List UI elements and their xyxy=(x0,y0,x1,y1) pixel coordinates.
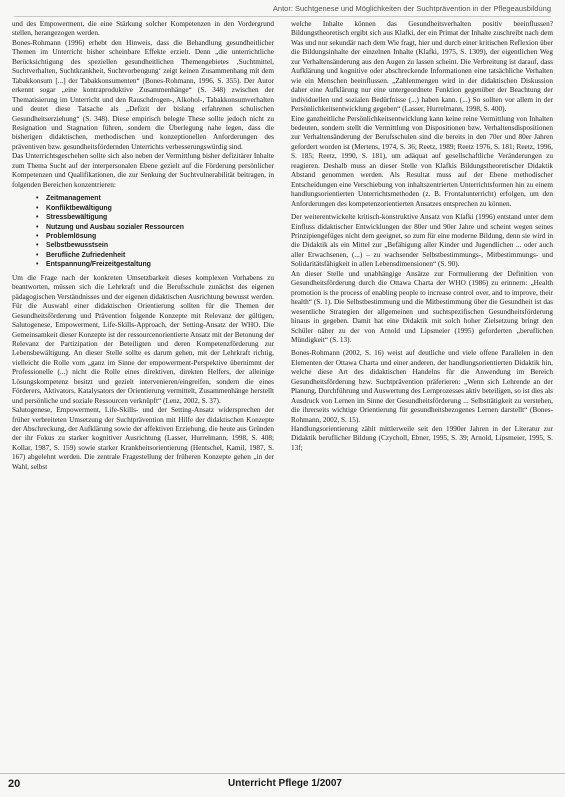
paragraph: welche Inhalte können das Gesundheitsverhalten positiv beeinflussen? Bildungstheoretisch ergibt sich aus Klafki, der ein Primat der Inhalte zuschreibt nach dem Was und nur sekundär nach dem Wie fragt, hier und durch einer kritischen Reflexion über die Bildungsinhalte der einzelnen Inhalte (Klafki, 1975, S. 1309), der eigentlichen Weg zur Verhaltensänderung aus den Augen zu lassen scheint. Die Verbreitung ist darauf, dass Aufklärung und kognitive oder abschreckende Informationen eine tatsächliche Verhalten wie ein Menschen beeinflussen. „Zahlenmengen wird in der didaktischen Diskussion daher eine Aufklärung nur eine untergeordnete Funktion gegenüber der Beachtung der individuellen und sozialen Bedürfnisse (...) haben kann. (...) So sollten vor allem in der Persönlichkeitsentwicklung gegeben“ (Lasser, Hurrelmann, 1998, S. 400). xyxy=(291,20,553,114)
list-item: • Berufliche Zufriedenheit xyxy=(36,251,126,259)
paragraph: An dieser Stelle und unabhängige Ansätze zur Formulierung der Definition von Gesundheitsförderung durch die Ottawa Charta der WHO (1986) zu erinnern: „Health promotion is the process of enabling people to increase control over, and to improve, their health“ (S. 1). Die Selbstbestimmung und die Mitbestimmung über die Gesundheit ist das wesentliche Strategien der allgemeinen und suchtspezifischen Gesundheitsförderung hinaus in gegeben. Damit hat eine Didaktik mit solch hoher Zielsetzung bringt den Schüler näher zu der von Arnold und Lipsmeier (1995) geforderten „beruflichen Mündigkeit“ (S. 13). xyxy=(291,269,553,344)
bullet-icon: • xyxy=(36,223,39,231)
bullet-icon: • xyxy=(36,195,39,203)
list-item: • Konfliktbewältigung xyxy=(36,204,112,212)
paragraph: Um die Frage nach der konkreten Umsetzbarkeit dieses komplexen Vorhabens zu beantworten, müssen sich die Lehrkraft und die Berufsschule zunächst des eigenen pädagogischen Verständnisses und der eigenen didaktischen Ausrichtung bewusst werden. Für die Auswahl einer didaktischen Orientierung sollten für die Themen der Gesundheitsförderung und Prävention folgende Konzepte mit Relevanz der gültigen, Salutogenese, Empowerment, Life-Skills-Approach, der Setting-Ansatz der WHO. Die Gemeinsamkeit dieser Konzepte ist der ressourcenorientierte Ansatz mit der Betonung der Relevanz der Partizipation der Beteiligten und deren Kompetenzförderung zur Lebensbewältigung. An dieser Stelle sollte es darum gehen, mit der Lehrkraft richtig, vielleicht die Rolle vom „ganz im Sinne der empowerment-Perspektive übernimmt der Professionelle (...) nicht die Rolle eines direktiven, direkten Helfers, der alleinige Lösungskompetenz besitzt und gezielt intervenieren/eingreifen, sondern die eines Förderers, Aktivators, Katalysators der Orientierung vermittelt, Zusammenhänge herstellt und persönliche und soziale Ressourcen verknüpft“ (Lenz, 2002, S. 37). xyxy=(12,273,274,405)
bullet-icon: • xyxy=(36,214,39,222)
running-head: Antor: Suchtgenese und Möglichkeiten der Suchtprävention in der Pflegeausbildung xyxy=(14,4,551,17)
paragraph: Salutogenese, Empowerment, Life-Skills- und der Setting-Ansatz widersprechen der früher verbreiteten Umsetzung der Suchtprävention mit Hilfe der didaktischen Konzepte der Abschreckung, der Aufklärung sowie der affektiven Erziehung, die heute aus Gründen der ihr Fokus zu starker kognitiver Ausrichtung (Lasser, Hurrelmann, 1998, S. 408; Kollar, 1987, S. 159) sowie starker Krankheitsorientierung (Hentschel, Kamil, 1987, S. 167) abgelehnt werden. Die zentrale Fragestellung der früheren Konzepte gehen „in der Wahl, selbst xyxy=(12,406,274,471)
bullet-icon: • xyxy=(36,232,39,240)
list-item: • Zeitmanagement xyxy=(36,195,101,203)
paragraph: Eine ganzheitliche Persönlichkeitsentwicklung kann keine reine Vermittlung von Inhalten bedeuten, sondern stellt die Vermittlung von Dispositionen bzw. Verhaltensdispositionen zur Verhaltensänderung der Berufsschulen sind die bereits in den 70er und 80er Jahren gefordert worden ist (Mertens, 1974, S. 36; Reetz, 1989; Reetz 1976, S. 181; Reetz, 1996, S. 185; Reetz, 1990, S. 181), um adäquat auf gesellschaftliche Veränderungen zu reagieren. Deshalb muss an dieser Stelle von Klafkis Bildungstheoretischer Didaktik Abstand genommen werden. Als Resultat muss auf der Ebene methodischer Entscheidungen eine Verschiebung von inhaltszentrierten Unterrichtsformen hin zu einem handlungsorientierten Unterrichtsmethoden (z. B. Frontalunterricht) erfolgen, um den Anforderungen des kompetenzorientierten Ansatzes entsprechen zu können. xyxy=(291,114,553,208)
bullet-icon: • xyxy=(36,261,39,269)
page-number: 20 xyxy=(8,778,21,790)
bullet-icon: • xyxy=(36,242,39,250)
right-column xyxy=(291,20,553,768)
left-column xyxy=(12,20,274,768)
paragraph: Bones-Rohmann (2002, S. 16) weist auf deutliche und viele offene Parallelen in den Elementen der Ottawa Charta und einer anderen, der handlungsorientierten Didaktik hin, welche diese Art des didaktischen Handelns für die Anwendung im Bereich Gesundheitsförderung bzw. Suchtprävention präferieren: „Wenn sich Lehrende an der Planung, Durchführung und Auswertung des Lernprozesses aktiv beteiligen, so ist dies als Ausdruck von Lernen im Sinne der Gesundheitsförderung ... Selbsttätigkeit zu verstehen, die ihrerseits wichtige Orientierung für gesundheitsbezogenes Lernen darstellt“ (Bones-Rohmann, 2002, S. 15). xyxy=(291,349,553,424)
paragraph: Der weiterentwickelte kritisch-konstruktive Ansatz von Klafki (1996) entstand unter dem Einfluss didaktischer Entwicklungen der 80er und 90er Jahre und scheint wegen seines Prinzipiengefüges nicht dem geeignet, so zum für eine moderne Bildung, denn sie wird in die Didaktik als ein Mittel zur „Befähigung aller Kinder und Jugendlichen ... oder auch aller Erwachsenen, (...) – zu wachsender Selbstbestimmungs-, Mitbestimmungs- und Solidaritätsfähigkeit in allen Lebensdimensionen“ (S. 90). xyxy=(291,213,553,269)
list-item: • Stressbewältigung xyxy=(36,214,108,222)
list-item: • Selbstbewusstsein xyxy=(36,242,109,250)
paragraph: Handlungsorientierung zählt mittlerweile seit den 1990er Jahren in der Literatur zur Didaktik beruflicher Bildung (Czycholl, Ebner, 1995, S. 39; Arnold, Lipsmeier, 1995, S. 13f; xyxy=(291,425,553,452)
paragraph: und des Empowerment, die eine Stärkung solcher Kompetenzen in den Vordergrund stellen, herangezogen werden. xyxy=(12,20,274,38)
paragraph: Das Unterrichtsgeschehen sollte sich also neben der Vermittlung bisher defizitärer Inhalte zum Thema Sucht auf der interpersonalen Ebene gezielt auf die Förderung persönlicher Kompetenzen und Qualifikationen, die zur Senkung der Suchtvulnerabilität beitragen, in folgenden Bereichen konzentrieren: xyxy=(12,152,274,189)
bullet-icon: • xyxy=(36,251,39,259)
list-item: • Problemlösung xyxy=(36,232,97,240)
competence-list xyxy=(12,194,274,270)
list-item: • Entspannung/Freizeitgestaltung xyxy=(36,261,151,269)
list-item: • Nutzung und Ausbau sozialer Ressourcen xyxy=(36,223,184,231)
page-footer xyxy=(0,773,565,796)
paragraph: Bones-Rohmann (1996) erhebt den Hinweis, dass die Behandlung gesundheitlicher Themen im Unterricht bisher scheinbare Effekte erzielt. Denn „die unterrichtliche Berücksichtigung des speziellen gesundheitlichen Themengebietes ‚Suchtmittel, Suchtverhalten, Suchtkrankheit, Suchtvorbeugung‘ zeigt keinen Zusammenhang mit dem Tabakkonsum [...] der Tabakkonsumenten“ (Bones-Rohmann, 1996, S. 355). Der Autor erkennt sogar „eine kontraproduktive Zusammenhänge“ (S. 348) zwischen der Thematisierung im Unterricht und den Rauschdrogen-, Alkohol-, Tabakkonsumverhalten und deutet diese Tatsache als „Defizit der bislang erfahrenen schulischen Gesundheitserziehung“ (S. 348). Diese empirisch belegte These sollte jedoch nicht zu Resignation und Stagnation führen, sondern die Überlegung nahe legen, dass die bisherigen didaktischen, methodischen und konzeptionellen Anforderungen des präventiven bzw. gesundheitsfördernden Unterrichts verbesserungswürdig sind. xyxy=(12,38,274,151)
bullet-icon: • xyxy=(36,204,39,212)
journal-title: Unterricht Pflege 1/2007 xyxy=(228,778,342,789)
